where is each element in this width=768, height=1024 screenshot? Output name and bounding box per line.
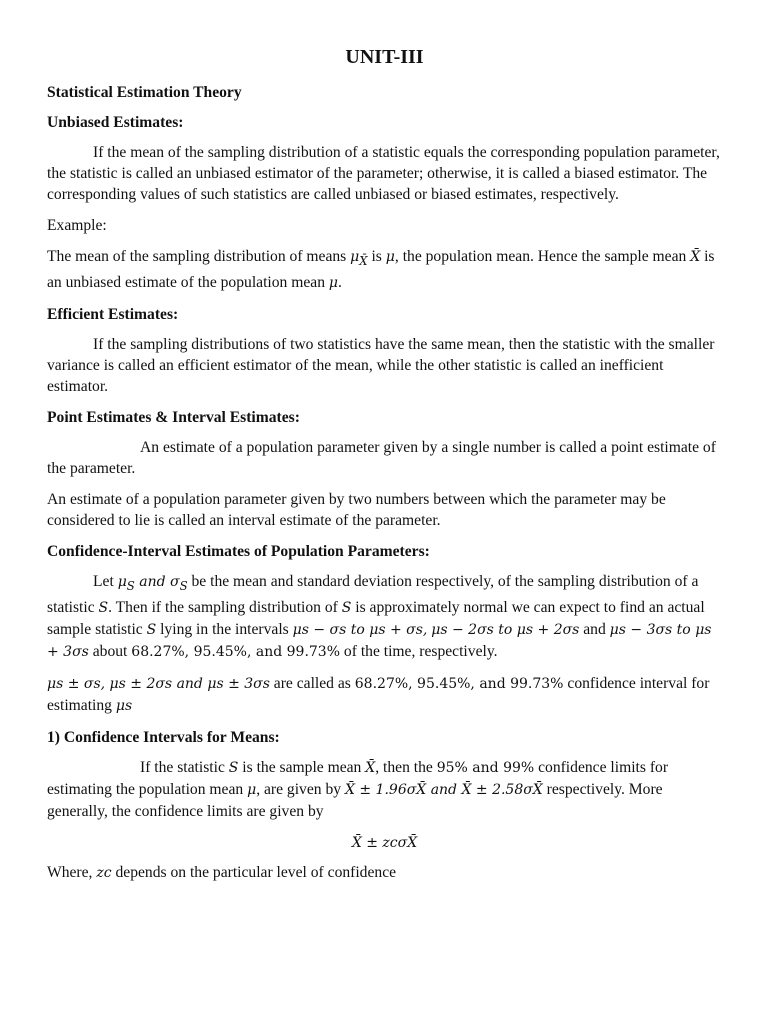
math-sigma-s: $\sigma_S$ — [170, 573, 188, 593]
math-interval-1: μs − σs to μs + σs, — [292, 621, 428, 638]
paragraph-confidence-means: If the statistic S is the sample mean X̄, then the 95% and 99% confidence limits for estimating the population mean μ, are given by X̄ ± 1.96σX̄ and X̄ ± 2.58σX̄ respectively. More generally, the confidence limits are given by — [47, 758, 669, 820]
math-mu-xbar: $\mu_{X̄}$ — [350, 249, 368, 268]
paragraph-confidence-intervals: Let $\mu_S$ and $\sigma_S$ be the mean and standard deviation respectively, of the sampling distribution of a statistic S. Then if the sampling distribution of S is approximately normal we can expect to find an actual sample statistic S lying in the intervals μs − σs to μs + σs, μs − 2σs to μs + 2σs and μs − 3σs to μs + 3σs about 68.27%, 95.45%, and 99.73% of the time, respectively. — [47, 572, 712, 660]
math-xbar: X̄ — [690, 249, 701, 265]
paragraph-confidence-levels: μs ± σs, μs ± 2σs and μs ± 3σs are called as 68.27%, 95.45%, and 99.73% confidence interval for estimating μs — [47, 674, 710, 714]
math-mu: μ — [328, 274, 339, 291]
math-mu: μ — [385, 249, 395, 265]
paragraph-unbiased-example: The mean of the sampling distribution of means $\mu_{X̄}$ is μ, the population mean. Hence the sample mean X̄ is an unbiased estimate of the population mean μ. — [47, 248, 715, 291]
math-general-formula: X̄ ± zcσX̄ — [351, 834, 418, 851]
math-confidence-limits: X̄ ± 1.96σX̄ and X̄ ± 2.58σX̄ — [344, 781, 543, 798]
math-s: S — [98, 599, 109, 616]
formula-confidence-limits — [47, 832, 722, 854]
math-percentages: 95% and 99% — [436, 759, 535, 776]
math-s: S — [228, 759, 239, 776]
heading-efficient-estimates: Efficient Estimates: — [47, 305, 179, 323]
example-label: Example: — [47, 217, 107, 234]
paragraph-efficient-definition: If the sampling distributions of two statistics have the same mean, then the statistic with the smaller variance is called an efficient estimator of the mean, while the other statistic is called an inefficient estimator. — [47, 335, 715, 395]
heading-point-interval-estimates: Point Estimates & Interval Estimates: — [47, 408, 300, 426]
math-mu-s: $\mu_S$ — [117, 573, 135, 593]
math-mu: μ — [247, 781, 257, 798]
paragraph-where-zc: Where, zc depends on the particular level of confidence — [47, 863, 397, 881]
math-xbar: X̄ — [365, 759, 376, 776]
math-s: S — [146, 621, 157, 638]
page-title: UNIT-III — [345, 46, 424, 68]
heading-confidence-intervals-means: 1) Confidence Intervals for Means: — [47, 728, 280, 746]
paragraph-interval-estimate: An estimate of a population parameter given by two numbers between which the parameter may be considered to lie is called an interval estimate of the parameter. — [47, 490, 666, 529]
math-interval-list: μs ± σs, μs ± 2σs and μs ± 3σs — [47, 675, 270, 692]
math-s: S — [341, 599, 352, 616]
math-percentages: 68.27%, 95.45%, and 99.73% — [131, 643, 341, 660]
heading-unbiased-estimates: Unbiased Estimates: — [47, 114, 184, 131]
math-zc: zc — [96, 864, 112, 881]
math-interval-2: μs − 2σs to μs + 2σs — [431, 621, 580, 638]
paragraph-point-estimate: An estimate of a population parameter given by a single number is called a point estimate of the parameter. — [47, 438, 716, 477]
paragraph-unbiased-definition: If the mean of the sampling distribution of a statistic equals the corresponding population parameter, the statistic is called an unbiased estimator of the parameter; otherwise, it is called a biased estimator. The corresponding values of such statistics are called unbiased or biased estimates, respectively. — [47, 144, 720, 203]
heading-confidence-interval-estimates: Confidence-Interval Estimates of Population Parameters: — [47, 542, 430, 560]
math-interval-3: μs − 3σs to μs + 3σs — [47, 621, 712, 660]
math-percentages: 68.27%, 95.45%, and 99.73% — [354, 675, 564, 692]
section-heading-estimation-theory: Statistical Estimation Theory — [47, 84, 242, 101]
math-mu-s: μs — [115, 697, 133, 714]
